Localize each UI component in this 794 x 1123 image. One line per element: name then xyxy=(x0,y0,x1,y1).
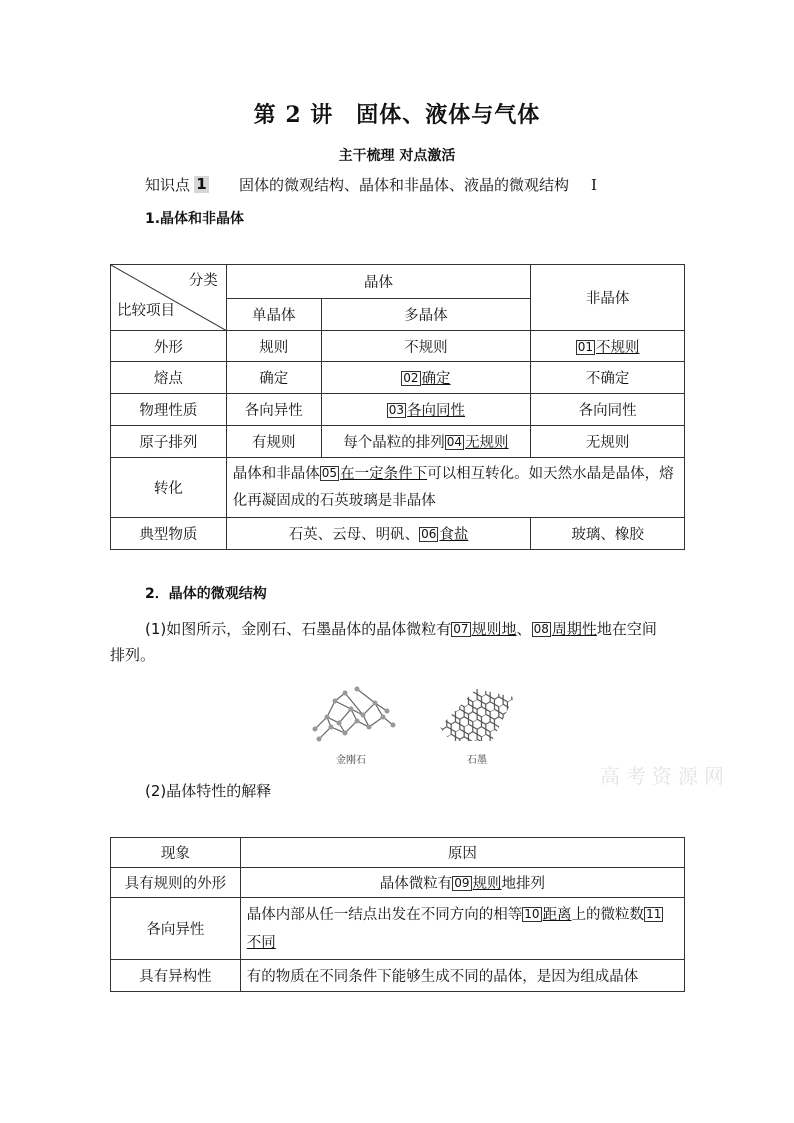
paragraph xyxy=(145,614,685,644)
blank-answer-cell xyxy=(321,426,531,458)
corner-header-cell xyxy=(111,265,227,331)
blank-answer-cell xyxy=(240,868,684,898)
row-label: 熔点 xyxy=(111,362,227,394)
section-heading-explanation: (2)晶体特性的解释 xyxy=(145,782,272,800)
blank-answer: 确定 xyxy=(421,371,451,387)
cell: 无规则 xyxy=(531,426,685,458)
blank-number: 02 xyxy=(403,371,419,385)
row-label: 各向异性 xyxy=(111,898,241,960)
cell-text: 地排列 xyxy=(501,876,546,892)
cell: 有规则 xyxy=(226,426,321,458)
cell-text: 上的微粒数 xyxy=(571,906,645,923)
blank-answer: 规则地 xyxy=(471,620,517,638)
graphite-caption: 石墨 xyxy=(467,755,487,766)
cell-text: 每个晶粒的排列 xyxy=(343,435,445,451)
row-label: 具有异构性 xyxy=(111,960,241,992)
blank-answer: 周期性 xyxy=(551,620,597,638)
transform-text-cell xyxy=(226,458,684,518)
cell: 有的物质在不同条件下能够生成不同的晶体，是因为组成晶体 xyxy=(240,960,684,992)
blank-number: 04 xyxy=(446,435,463,449)
cell: 不确定 xyxy=(531,362,685,394)
cell: 规则 xyxy=(226,331,321,362)
corner-top-label: 分类 xyxy=(188,273,218,289)
cell-text: 晶体微粒有 xyxy=(379,876,453,892)
blank-answer-cell xyxy=(321,394,531,426)
blank-answer: 不同 xyxy=(246,934,276,951)
blank-number: 03 xyxy=(388,403,405,417)
header-single-crystal: 单晶体 xyxy=(226,299,321,331)
cell: 玻璃、橡胶 xyxy=(531,518,685,550)
text: 、 xyxy=(516,620,532,638)
blank-answer: 食盐 xyxy=(439,527,469,543)
section-heading-crystal: 1.晶体和非晶体 xyxy=(145,211,245,227)
blank-answer: 规则 xyxy=(472,876,502,892)
blank-answer: 在一定条件下 xyxy=(340,465,428,482)
graphite-structure-figure xyxy=(436,683,518,745)
corner-bottom-label: 比较项目 xyxy=(117,303,175,319)
paragraph-continuation: 排列。 xyxy=(110,646,156,664)
crystal-property-table xyxy=(110,837,685,992)
blank-answer: 无规则 xyxy=(465,435,509,451)
watermark: 高考资源网 xyxy=(600,764,730,788)
knowledge-point-text: 固体的微观结构、晶体和非晶体、液晶的微观结构 xyxy=(239,176,570,194)
blank-answer: 各向同性 xyxy=(407,403,466,419)
row-label: 物理性质 xyxy=(111,394,227,426)
header-amorphous: 非晶体 xyxy=(531,265,685,331)
blank-answer-cell xyxy=(240,898,684,960)
header-crystal: 晶体 xyxy=(226,265,530,299)
crystal-comparison-table xyxy=(110,264,685,550)
cell-text: 可以相互转化。如天然水晶是晶体，熔化再凝固成的石英玻璃是非晶体 xyxy=(232,465,674,509)
blank-number: 10 xyxy=(524,906,540,921)
text: 地在空间 xyxy=(596,620,657,638)
blank-answer: 不规则 xyxy=(596,339,640,356)
text: (1)如图所示，金刚石、石墨晶体的晶体微粒有 xyxy=(145,620,452,638)
blank-answer-cell xyxy=(321,362,531,394)
cell: 各向同性 xyxy=(531,394,685,426)
blank-number: 05 xyxy=(321,465,338,480)
section-subtitle: 主干梳理 对点激活 xyxy=(338,148,456,164)
knowledge-point-number: 1 xyxy=(194,176,209,193)
page-title: 第 2 讲 固体、液体与气体 xyxy=(253,102,541,128)
row-label: 原子排列 xyxy=(111,426,227,458)
cell: 不规则 xyxy=(321,331,531,362)
row-label: 具有规则的外形 xyxy=(111,868,241,898)
cell-text: 晶体和非晶体 xyxy=(232,465,320,482)
row-label: 外形 xyxy=(111,331,227,362)
blank-answer-cell xyxy=(226,518,530,550)
blank-number: 07 xyxy=(453,622,469,636)
blank-number: 01 xyxy=(577,339,593,354)
cell: 确定 xyxy=(226,362,321,394)
cell-text: 石英、云母、明矾、 xyxy=(288,527,420,543)
diamond-caption: 金刚石 xyxy=(336,755,366,766)
cell-text: 晶体内部从任一结点出发在不同方向的相等 xyxy=(246,906,523,923)
blank-number: 08 xyxy=(533,622,549,636)
blank-number: 09 xyxy=(454,876,470,890)
header-polycrystal: 多晶体 xyxy=(321,299,531,331)
blank-answer-cell xyxy=(531,331,685,362)
knowledge-point-heading xyxy=(145,174,597,195)
diamond-structure-figure xyxy=(305,683,400,747)
row-label: 转化 xyxy=(111,458,227,518)
header-reason: 原因 xyxy=(240,838,684,868)
knowledge-point-level: Ⅰ xyxy=(591,175,597,194)
blank-answer: 距离 xyxy=(542,906,572,923)
cell: 各向异性 xyxy=(226,394,321,426)
knowledge-point-label: 知识点 xyxy=(145,176,191,194)
row-label: 典型物质 xyxy=(111,518,227,550)
blank-number: 11 xyxy=(646,906,662,921)
section-heading-microstructure: 2．晶体的微观结构 xyxy=(145,586,267,602)
blank-number: 06 xyxy=(421,527,437,541)
header-phenomenon: 现象 xyxy=(111,838,241,868)
